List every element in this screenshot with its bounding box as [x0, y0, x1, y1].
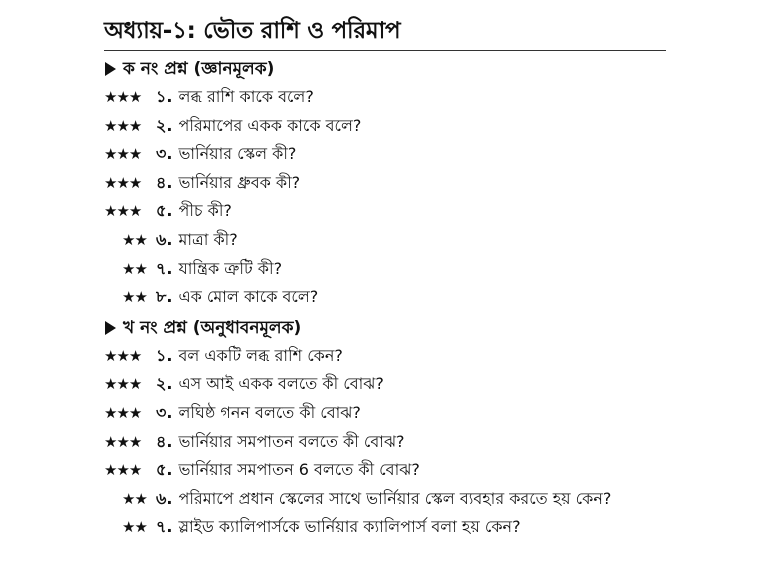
question-number: ৮. — [156, 287, 173, 307]
question-text: এক মোল কাকে বলে? — [178, 287, 319, 307]
question-text: এস আই একক বলতে কী বোঝ? — [178, 374, 384, 394]
question-item — [104, 485, 666, 514]
question-number: ৪. — [156, 172, 173, 192]
star-rating-icon: ★★★ — [104, 145, 142, 164]
question-item — [104, 169, 666, 198]
document-page — [104, 14, 666, 542]
section-comprehension — [104, 314, 666, 542]
question-number: ১. — [156, 87, 173, 106]
section-heading-text: ক নং প্রশ্ন (জ্ঞানমূলক) — [123, 59, 275, 79]
question-text: ভার্নিয়ার সমপাতন বলতে কী বোঝ? — [178, 431, 405, 451]
question-number: ৬. — [156, 229, 173, 249]
question-text: পরিমাপের একক কাকে বলে? — [178, 115, 362, 135]
question-text: স্লাইড ক্যালিপার্সকে ভার্নিয়ার ক্যালিপার্স বলা হয় কেন? — [178, 517, 521, 537]
question-text: বল একটি লব্ধ রাশি কেন? — [178, 345, 343, 365]
question-text: ভার্নিয়ার স্কেল কী? — [178, 144, 297, 164]
star-rating-icon: ★★★ — [104, 88, 142, 106]
title-divider — [104, 50, 666, 51]
question-item — [104, 197, 666, 226]
star-rating-icon: ★★ — [122, 518, 147, 537]
question-number: ৬. — [156, 488, 173, 508]
question-text: ভার্নিয়ার ধ্রুবক কী? — [178, 172, 301, 192]
question-text: লঘিষ্ঠ গনন বলতে কী বোঝ? — [178, 402, 361, 422]
question-text: লব্ধ রাশি কাকে বলে? — [178, 87, 314, 106]
star-rating-icon: ★★★ — [104, 116, 142, 135]
question-item — [104, 140, 666, 169]
question-item — [104, 428, 666, 457]
star-rating-icon: ★★★ — [104, 202, 142, 221]
question-number: ৩. — [156, 144, 173, 164]
question-item — [104, 83, 666, 112]
question-item — [104, 456, 666, 485]
question-item — [104, 399, 666, 428]
question-number: ২. — [156, 115, 173, 135]
question-number: ৫. — [156, 460, 173, 480]
star-rating-icon: ★★★ — [104, 403, 142, 422]
question-text: পরিমাপে প্রধান স্কেলের সাথে ভার্নিয়ার স্কেল ব্যবহার করতে হয় কেন? — [178, 488, 612, 508]
question-number: ৪. — [156, 431, 173, 451]
section-knowledge — [104, 55, 666, 312]
star-rating-icon: ★★ — [122, 259, 147, 278]
star-rating-icon: ★★★ — [104, 375, 142, 394]
question-number: ৩. — [156, 402, 173, 422]
question-number: ৭. — [156, 258, 173, 278]
question-text: পীচ কী? — [178, 201, 232, 221]
star-rating-icon: ★★★ — [104, 432, 142, 451]
question-text: যান্ত্রিক ত্রুটি কী? — [178, 258, 283, 278]
star-rating-icon: ★★ — [122, 230, 147, 249]
question-number: ৭. — [156, 517, 173, 537]
triangle-bullet-icon — [105, 321, 116, 335]
question-item — [104, 342, 666, 371]
question-item — [104, 513, 666, 542]
star-rating-icon: ★★★ — [104, 173, 142, 192]
star-rating-icon: ★★★ — [104, 461, 142, 480]
question-item — [104, 283, 666, 312]
star-rating-icon: ★★ — [122, 489, 147, 508]
triangle-bullet-icon — [105, 62, 116, 76]
question-number: ১. — [156, 345, 173, 365]
section-heading — [104, 55, 666, 83]
chapter-title: অধ্যায়-১: ভৌত রাশি ও পরিমাপ — [104, 18, 401, 44]
question-item — [104, 226, 666, 255]
star-rating-icon: ★★★ — [104, 346, 142, 365]
section-heading-text: খ নং প্রশ্ন (অনুধাবনমূলক) — [123, 317, 302, 338]
question-number: ৫. — [156, 201, 173, 221]
question-item — [104, 370, 666, 399]
section-heading — [104, 314, 666, 342]
question-item — [104, 112, 666, 141]
question-text: ভার্নিয়ার সমপাতন 6 বলতে কী বোঝ? — [178, 460, 420, 480]
question-number: ২. — [156, 374, 173, 394]
question-item — [104, 255, 666, 284]
star-rating-icon: ★★ — [122, 288, 147, 307]
question-text: মাত্রা কী? — [178, 229, 238, 249]
